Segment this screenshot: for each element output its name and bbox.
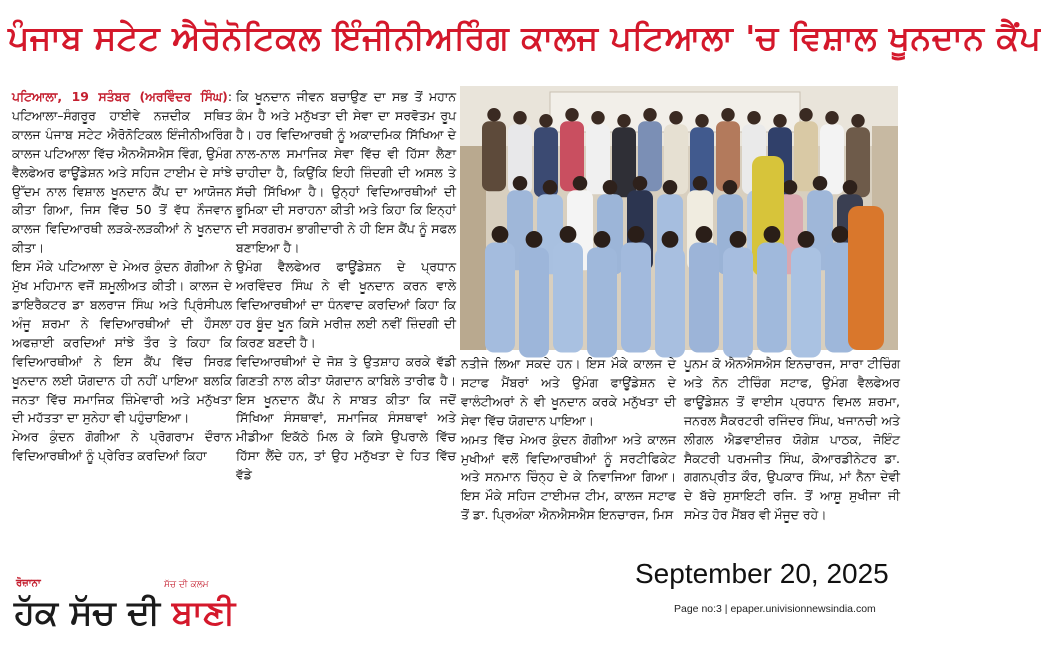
person-head [813,176,828,191]
masthead-tag-left: ਰੋਜ਼ਾਨਾ [16,578,41,589]
person-head [633,176,648,191]
person-figure [485,243,515,353]
masthead-name [14,590,235,636]
person-head [799,108,812,121]
person-figure [519,248,549,358]
masthead-name-part2: ਬਾਣੀ [171,593,236,633]
person-head [662,231,679,248]
person-head [783,180,798,195]
person-head [798,231,815,248]
person-head [643,108,656,121]
person-head [560,226,577,243]
person-figure [848,206,884,350]
person-head [669,111,682,124]
person-head [526,231,543,248]
person-head [513,176,528,191]
person-head [773,114,786,127]
person-head [843,180,858,195]
person-figure [482,121,506,191]
paragraph: : ਪਟਿਆਲਾ–ਸੰਗਰੂਰ ਹਾਈਵੇ ਨਜ਼ਦੀਕ ਸਥਿਤ ਕਾਲਜ ਪੰਜਾਬ ਸਟੇਟ ਐਰੋਨੋਟਿਕਲ ਇੰਜੀਨੀਅਰਿੰਗ ਕਾਲਜ ਪਟਿਆਲਾ ਵਿੱਚ ਐਨਐਸਐਸ ਵਿੰਗ, ਉਮੰਗ ਵੈਲਫੇਅਰ ਫਾਊਂਡੇਸ਼ਨ ਅਤੇ ਸਹਿਜ ਟਾਈਮ ਦੇ ਸਾਂਝੇ ਉੱਦਮ ਨਾਲ ਵਿਸ਼ਾਲ ਖੂਨਦਾਨ ਕੈਂਪ ਦਾ ਆਯੋਜਨ ਕੀਤਾ ਗਿਆ, ਜਿਸ ਵਿੱਚ 50 ਤੋਂ ਵੱਧ ਨੌਜਵਾਨ ਕਾਲਜ ਵਿਦਿਆਰਥੀ ਲੜਕੇ-ਲੜਕੀਆਂ ਨੇ ਖੂਨਦਾਨ ਕੀਤਾ। [12,89,232,256]
person-head [832,226,849,243]
person-figure [757,243,787,353]
page-info: Page no:3 | epaper.univisionnewsindia.com [674,603,876,615]
person-figure [587,248,617,358]
masthead-tag-right: ਸੱਚ ਦੀ ਕਲਮ [164,580,209,590]
person-head [747,111,760,124]
person-head [663,180,678,195]
paragraph: ਮੇਅਰ ਕੁੰਦਨ ਗੋਗੀਆ ਨੇ ਪ੍ਰੋਗਰਾਮ ਦੌਰਾਨ ਵਿਦਿਆਰਥੀਆਂ ਨੂੰ ਪ੍ਰੇਰਿਤ ਕਰਦਿਆਂ ਕਿਹਾ [12,429,232,464]
person-head [721,108,734,121]
person-head [543,180,558,195]
person-head [539,114,552,127]
person-head [591,111,604,124]
masthead-name-part1: ਹੱਕ ਸੱਚ ਦੀ [14,593,172,633]
paragraph: ਅਮਤ ਵਿੱਚ ਮੇਅਰ ਕੁੰਦਨ ਗੋਗੀਆ ਅਤੇ ਕਾਲਜ ਮੁਖੀਆਂ ਵਲੋਂ ਵਿਦਿਆਰਥੀਆਂ ਨੂੰ ਸਰਟੀਫਿਕੇਟ ਅਤੇ ਸਨਮਾਨ ਚਿੰਨ੍ਹ ਦੇ ਕੇ ਨਿਵਾਜਿਆ ਗਿਆ। ਇਸ ਮੌਕੇ ਸਹਿਜ ਟਾਈਮਜ਼ ਟੀਮ, ਕਾਲਜ ਸਟਾਫ ਤੋਂ ਡਾ. ਪ੍ਰਿਅੰਕਾ ਐਨਐਸਐਸ ਇਨਚਾਰਜ, ਮਿਸ [461,431,676,523]
person-head [565,108,578,121]
person-head [628,226,645,243]
paragraph: ਕਿ ਖੂਨਦਾਨ ਜੀਵਨ ਬਚਾਉਣ ਦਾ ਸਭ ਤੋਂ ਮਹਾਨ ਕੰਮ ਹੈ ਅਤੇ ਮਨੁੱਖਤਾ ਦੀ ਸੇਵਾ ਦਾ ਸਰਵੋਤਮ ਰੂਪ ਹੈ। ਹਰ ਵਿਦਿਆਰਥੀ ਨੂੰ ਅਕਾਦਮਿਕ ਸਿੱਖਿਆ ਦੇ ਨਾਲ-ਨਾਲ ਸਮਾਜਿਕ ਸੇਵਾ ਵਿੱਚ ਵੀ ਹਿੱਸਾ ਲੈਣਾ ਚਾਹੀਦਾ ਹੈ, ਕਿਉਂਕਿ ਇਹੀ ਜ਼ਿੰਦਗੀ ਦੀ ਅਸਲ ਤੇ ਸੱਚੀ ਸਿੱਖਿਆ ਹੈ। ਉਨ੍ਹਾਂ ਵਿਦਿਆਰਥੀਆਂ ਦੀ ਭੂਮਿਕਾ ਦੀ ਸਰਾਹਨਾ ਕੀਤੀ ਅਤੇ ਕਿਹਾ ਕਿ ਇਨ੍ਹਾਂ ਦੀ ਸਰਗਰਮ ਭਾਗੀਦਾਰੀ ਨੇ ਹੀ ਇਸ ਕੈਂਪ ਨੂੰ ਸਫਲ ਬਣਾਇਆ ਹੈ। [236,89,456,256]
person-head [730,231,747,248]
publication-date: September 20, 2025 [635,558,889,589]
article-column-4 [684,355,900,560]
person-figure [791,248,821,358]
dateline: ਪਟਿਆਲਾ, 19 ਸਤੰਬਰ (ਅਰਵਿੰਦਰ ਸਿੰਘ) [12,89,228,104]
person-head [693,176,708,191]
article-column-3 [461,355,676,560]
person-head [851,114,864,127]
article-column-2 [236,88,456,560]
person-head [695,114,708,127]
person-figure [553,243,583,353]
paragraph: ਪੂਨਮ ਕੋ ਐਨਐਸਐਸ ਇਨਚਾਰਜ, ਸਾਰਾ ਟੀਚਿੰਗ ਅਤੇ ਨੋਨ ਟੀਚਿੰਗ ਸਟਾਫ, ਉਮੰਗ ਵੈਲਫੇਅਰ ਫਾਊਂਡੇਸ਼ਨ ਤੋਂ ਵਾਈਸ ਪ੍ਰਧਾਨ ਵਿਮਲ ਸ਼ਰਮਾ, ਜਨਰਲ ਸੈਕਰਟਰੀ ਰਜਿੰਦਰ ਸਿੰਘ, ਖਜਾਨਚੀ ਅਤੇ ਲੀਗਲ ਐਡਵਾਈਜ਼ਰ ਯੋਗੇਸ਼ ਪਾਠਕ, ਜੋਇੰਟ ਸੈਕਟਰੀ ਪਰਮਜੀਤ ਸਿੰਘ, ਕੋਆਰਡੀਨੇਟਰ ਡਾ. ਗਗਨਪ੍ਰੀਤ ਕੌਰ, ਉਪਕਾਰ ਸਿੰਘ, ਮਾਂ ਨੈਨਾ ਦੇਵੀ ਦੇ ਬੱਚੇ ਸੁਸਾਇਟੀ ਰਜਿ. ਤੋਂ ਆਸ਼ੂ ਸੁਖੀਜਾ ਜੀ ਸਮੇਤ ਹੋਰ ਮੈਂਬਰ ਵੀ ਮੌਜੂਦ ਰਹੇ। [684,356,900,523]
person-head [513,111,526,124]
person-head [573,176,588,191]
group-photo-illustration [460,86,898,350]
person-head [723,180,738,195]
paragraph: ਵਿਦਿਆਰਥੀਆਂ ਦੇ ਜੋਸ਼ ਤੇ ਉਤਸ਼ਾਹ ਕਰਕੇ ਵੱਡੀ ਗਿਣਤੀ ਨਾਲ ਕੀਤਾ ਯੋਗਦਾਨ ਕਾਬਿਲੇ ਤਾਰੀਫ ਹੈ। ਇਸ ਖੂਨਦਾਨ ਕੈਂਪ ਨੇ ਸਾਬਤ ਕੀਤਾ ਕਿ ਜਦੋਂ ਸਿੱਖਿਆ ਸੰਸਥਾਵਾਂ, ਸਮਾਜਿਕ ਸੰਸਥਾਵਾਂ ਅਤੇ ਮੀਡੀਆ ਇਕੱਠੇ ਮਿਲ ਕੇ ਕਿਸੇ ਉਪਰਾਲੇ ਵਿੱਚ ਹਿੱਸਾ ਲੈਂਦੇ ਹਨ, ਤਾਂ ਉਹ ਮਨੁੱਖਤਾ ਦੇ ਹਿਤ ਵਿੱਚ ਵੱਡੇ [236,353,456,483]
person-head [617,114,630,127]
person-figure [723,248,753,358]
group-photo [460,86,898,350]
person-head [825,111,838,124]
masthead-logo [14,578,254,640]
person-head [696,226,713,243]
person-figure [655,248,685,358]
person-head [594,231,611,248]
article-column-1 [12,88,232,560]
person-figure [689,243,719,353]
person-head [764,226,781,243]
person-head [492,226,509,243]
person-head [603,180,618,195]
person-head [487,108,500,121]
headline: ਪੰਜਾਬ ਸਟੇਟ ਐਰੋਨੋਟਿਕਲ ਇੰਜੀਨੀਅਰਿੰਗ ਕਾਲਜ ਪਟਿਆਲਾ 'ਚ ਵਿਸ਼ਾਲ ਖੂਨਦਾਨ ਕੈਂਪ [8,18,1041,57]
paragraph: ਇਸ ਮੌਕੇ ਪਟਿਆਲਾ ਦੇ ਮੇਅਰ ਕੁੰਦਨ ਗੋਗੀਆ ਨੇ ਮੁੱਖ ਮਹਿਮਾਨ ਵਜੋਂ ਸ਼ਮੂਲੀਅਤ ਕੀਤੀ। ਕਾਲਜ ਦੇ ਡਾਇਰੈਕਟਰ ਡਾ ਬਲਰਾਜ ਸਿੰਘ ਅਤੇ ਪ੍ਰਿੰਸੀਪਲ ਅੰਜੂ ਸ਼ਰਮਾ ਨੇ ਵਿਦਿਆਰਥੀਆਂ ਦੀ ਹੌਸਲਾ ਅਫਜ਼ਾਈ ਕਰਦਿਆਂ ਸਾਂਝੇ ਤੌਰ ਤੇ ਕਿਹਾ ਕਿ ਵਿਦਿਆਰਥੀਆਂ ਨੇ ਇਸ ਕੈਂਪ ਵਿੱਚ ਸਿਰਫ਼ ਖੂਨਦਾਨ ਲਈ ਯੋਗਦਾਨ ਹੀ ਨਹੀਂ ਪਾਇਆ ਬਲਕਿ ਜਨਤਾ ਵਿੱਚ ਸਮਾਜਿਕ ਜ਼ਿੰਮੇਵਾਰੀ ਅਤੇ ਮਨੁੱਖਤਾ ਦੀ ਮਹੱਤਤਾ ਦਾ ਸੁਨੇਹਾ ਵੀ ਪਹੁੰਚਾਇਆ। [12,259,232,426]
person-figure [621,243,651,353]
paragraph: ਨਤੀਜੇ ਲਿਆ ਸਕਦੇ ਹਨ। ਇਸ ਮੌਕੇ ਕਾਲਜ ਦੇ ਸਟਾਫ ਮੈਂਬਰਾਂ ਅਤੇ ਉਮੰਗ ਫਾਊਂਡੇਸ਼ਨ ਦੇ ਵਾਲੰਟੀਅਰਾਂ ਨੇ ਵੀ ਖੂਨਦਾਨ ਕਰਕੇ ਮਨੁੱਖਤਾ ਦੀ ਸੇਵਾ ਵਿੱਚ ਯੋਗਦਾਨ ਪਾਇਆ। [461,356,676,428]
paragraph: ਉਮੰਗ ਵੈਲਫੇਅਰ ਫਾਊਂਡੇਸ਼ਨ ਦੇ ਪ੍ਰਧਾਨ ਅਰਵਿੰਦਰ ਸਿੰਘ ਨੇ ਵੀ ਖੂਨਦਾਨ ਕਰਨ ਵਾਲੇ ਵਿਦਿਆਰਥੀਆਂ ਦਾ ਧੰਨਵਾਦ ਕਰਦਿਆਂ ਕਿਹਾ ਕਿ ਹਰ ਬੂੰਦ ਖੂਨ ਕਿਸੇ ਮਰੀਜ਼ ਲਈ ਨਵੀਂ ਜ਼ਿੰਦਗੀ ਦੀ ਕਿਰਣ ਬਣਦੀ ਹੈ। [236,259,456,350]
